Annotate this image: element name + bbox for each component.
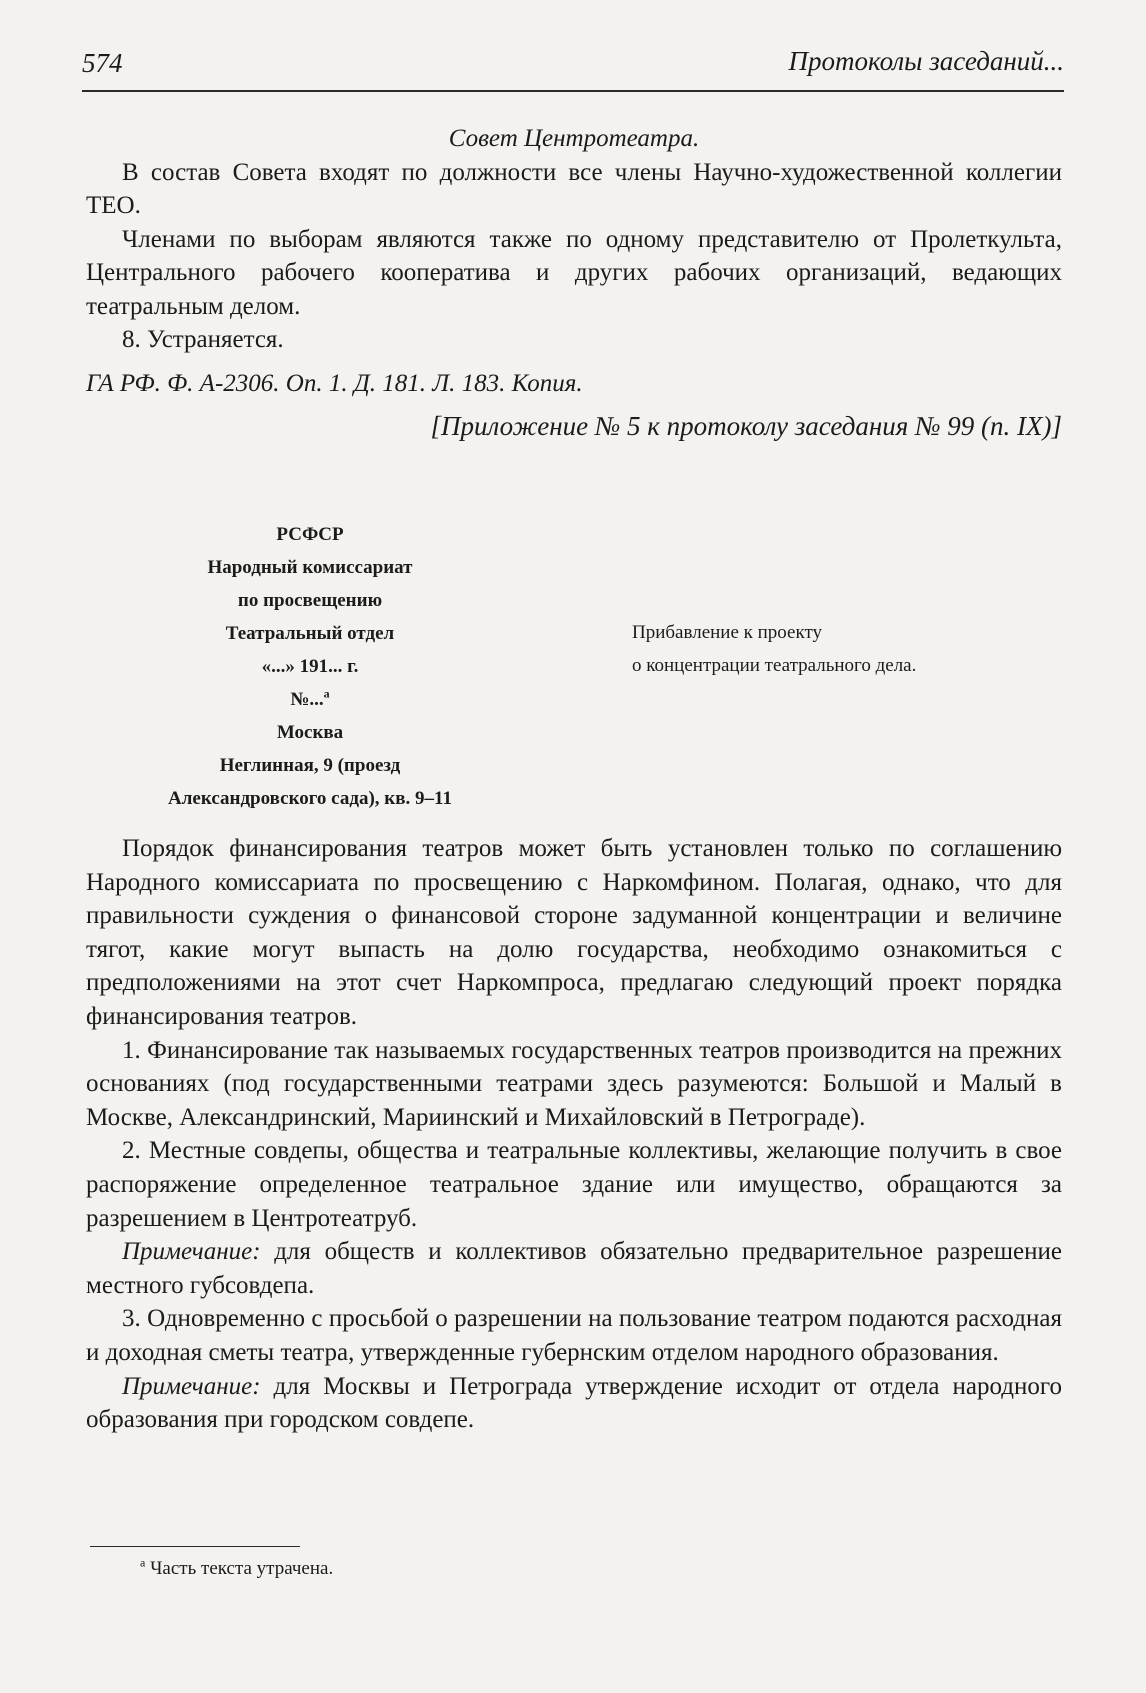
- note-label: Примечание:: [122, 1238, 261, 1266]
- council-heading: Совет Центротеатра.: [448, 125, 700, 152]
- addendum-line: о концентрации театрального дела.: [632, 655, 917, 676]
- note-label: Примечание:: [122, 1372, 261, 1400]
- letterhead-line: Народный комиссариат: [207, 557, 413, 578]
- addendum-line: Прибавление к проекту: [632, 622, 822, 643]
- paragraph: Порядок финансирования театров может быть установлен только по соглашению Народного комиссариата по просвещению с Наркомфином. Полагая, однако, что для правильности суждения о финансовой стороне задуманной концентрации и величине тягот, какие могут выпасть на долю государства, необходимо ознакомиться с предположениями на этот счет Наркомпроса, предлагаю следующий проект порядка финансирования театров.: [86, 835, 1062, 1030]
- letterhead-number: №...: [290, 689, 324, 710]
- paragraph: 2. Местные совдепы, общества и театральные коллективы, желающие получить в свое распоряжение определенное театральное здание или имущество, обращаются за разрешением в Центротеатруб.: [86, 1137, 1062, 1232]
- note-text: для обществ и коллективов обязательно предварительное разрешение местного губсовдепа.: [86, 1238, 1062, 1299]
- page-number: 574: [82, 48, 123, 78]
- letterhead: [100, 518, 520, 815]
- footnote-rule: [90, 1546, 300, 1547]
- letterhead-line: [100, 683, 520, 716]
- page-header: [82, 40, 1064, 86]
- letterhead-line: РСФСР: [276, 524, 344, 545]
- note: [86, 1370, 1062, 1437]
- note-text: для Москвы и Петрограда утверждение исходит от отдела народного образования при городском совдепе.: [86, 1372, 1062, 1434]
- paragraph: Членами по выборам являются также по одному представителю от Пролеткульта, Центрального рабочего кооператива и других рабочих организаций, ведающих театральным делом.: [86, 225, 1062, 320]
- letterhead-line: по просвещению: [237, 590, 383, 611]
- paragraph: 3. Одновременно с просьбой о разрешении на пользование театром подаются расходная и доходная сметы театра, утвержденные губернским отделом народного образования.: [86, 1305, 1062, 1366]
- letterhead-line: Москва: [276, 722, 344, 743]
- footnote-mark: а: [140, 1555, 146, 1570]
- letterhead-line: Театральный отдел: [225, 623, 395, 644]
- footnote-mark: а: [323, 686, 330, 701]
- header-rule: [82, 90, 1064, 92]
- paragraph: В состав Совета входят по должности все члены Научно-художественной коллегии ТЕО.: [86, 158, 1062, 219]
- addendum-title: [632, 616, 916, 682]
- running-title: Протоколы заседаний...: [788, 46, 1064, 76]
- archive-reference: ГА РФ. Ф. А-2306. Оп. 1. Д. 181. Л. 183. Копия.: [86, 369, 583, 397]
- appendix-reference: [Приложение № 5 к протоколу заседания № 99 (п. IX)]: [430, 411, 1062, 441]
- main-text: [86, 832, 1062, 1437]
- paragraph: 1. Финансирование так называемых государственных театров производится на прежних основаниях (под государственными театрами здесь разумеются: Большой и Малый в Москве, Александринский, Мариинский и Михайловский в Петрограде).: [86, 1036, 1062, 1131]
- letterhead-line: Александровского сада), кв. 9–11: [168, 788, 452, 809]
- letterhead-line: «...» 191... г.: [261, 656, 359, 677]
- footnote: [140, 1555, 334, 1580]
- top-section: [86, 122, 1062, 444]
- paragraph: 8. Устраняется.: [122, 326, 284, 353]
- letterhead-line: Неглинная, 9 (проезд: [219, 755, 401, 776]
- footnote-text: Часть текста утрачена.: [145, 1558, 334, 1579]
- note: [86, 1235, 1062, 1302]
